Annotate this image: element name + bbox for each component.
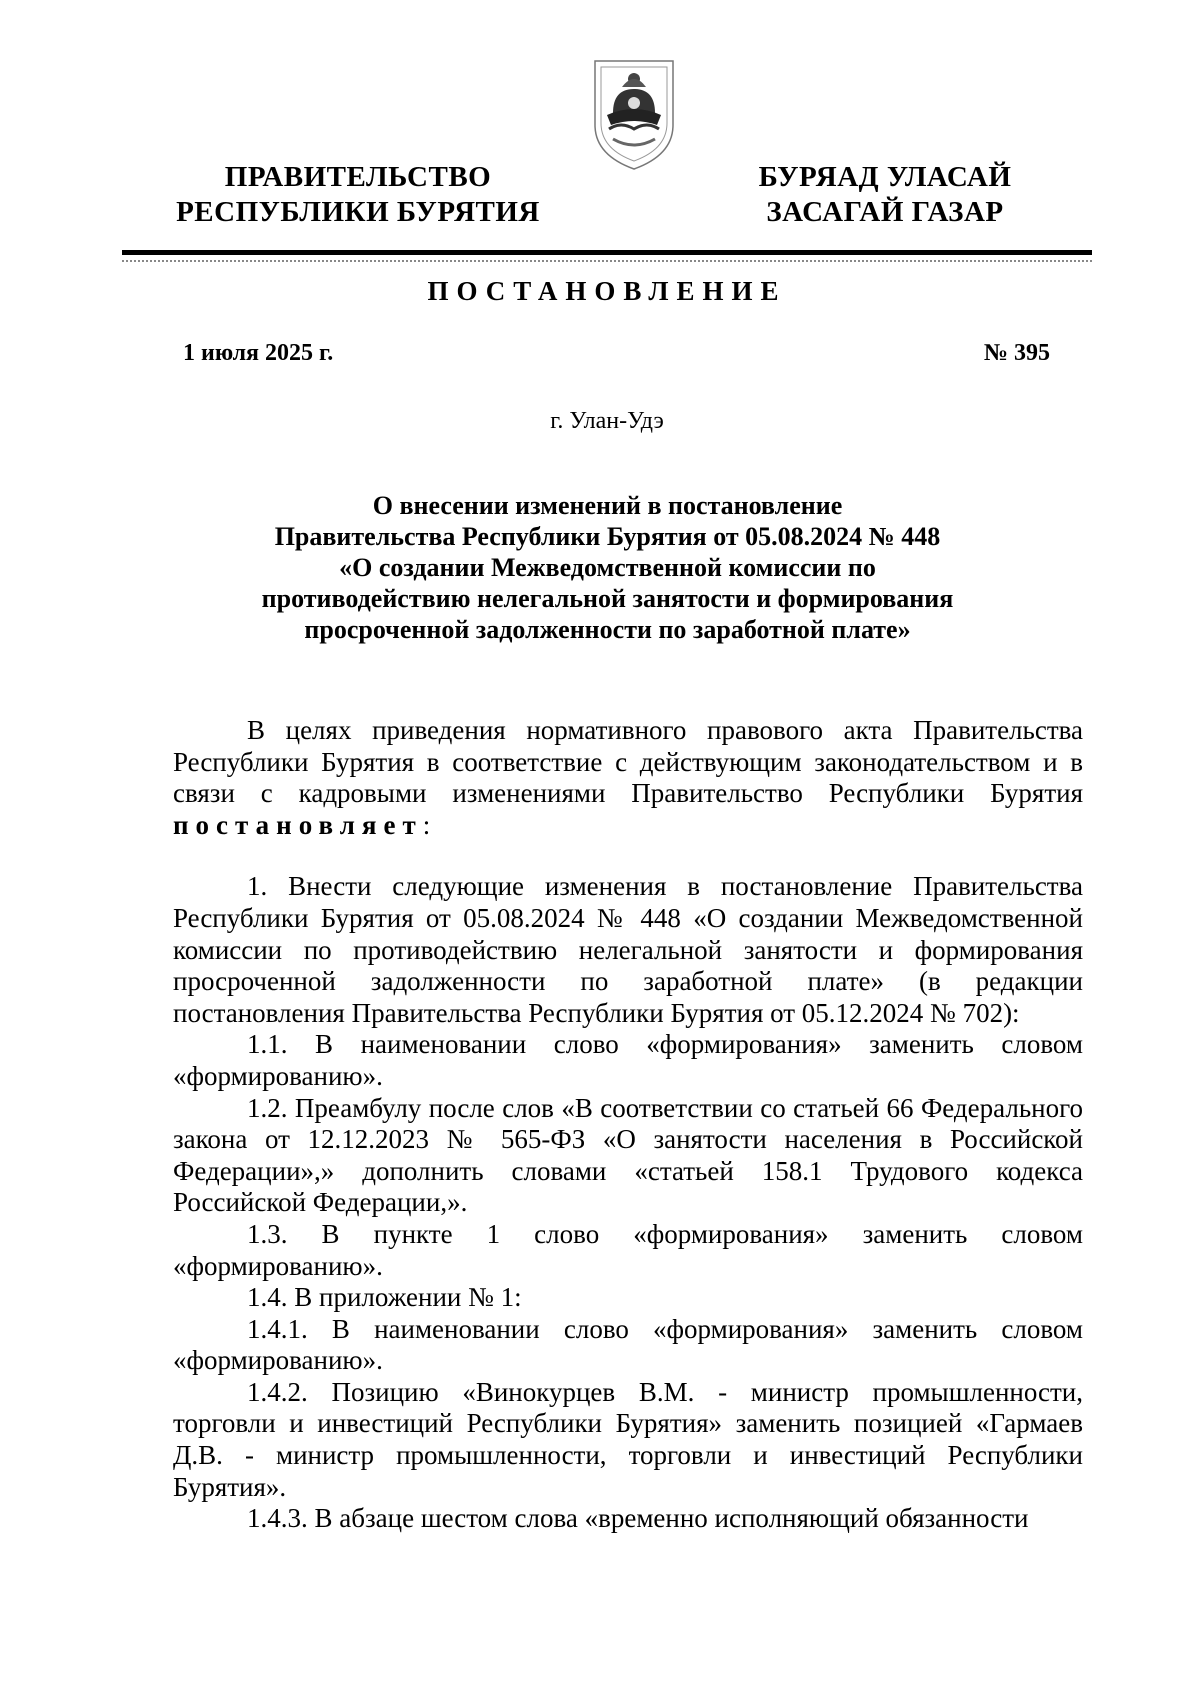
preamble-paragraph	[173, 715, 1083, 841]
header-left-line1: ПРАВИТЕЛЬСТВО	[224, 161, 492, 193]
paragraph-1-4: 1.4. В приложении № 1:	[247, 1282, 522, 1313]
paragraph-1-3: 1.3. В пункте 1 слово «формирования» заменить словом «формированию».	[173, 1218, 1083, 1281]
paragraph-1-1: 1.1. В наименовании слово «формирования» заменить словом «формированию».	[173, 1029, 1083, 1091]
preamble-keyword: постановляет	[173, 809, 423, 840]
document-number: № 395	[983, 340, 1050, 366]
paragraph-1-4-3: 1.4.3. В абзаце шестом слова «временно исполняющий обязанности	[247, 1503, 1029, 1534]
document-date: 1 июля 2025 г.	[183, 340, 334, 366]
coat-of-arms-icon	[591, 55, 677, 173]
header-left-line2: РЕСПУБЛИКИ БУРЯТИЯ	[176, 196, 540, 228]
document-city: г. Улан-Удэ	[550, 408, 664, 434]
paragraph-1-2: 1.2. Преамбулу после слов «В соответствии со статьей 66 Федерального закона от 12.12.2023 № 565-ФЗ «О занятости населения в Российской Федерации»,» дополнить словами «статьей 158.1 Трудового кодекса Российской Федерации,».	[173, 1092, 1083, 1218]
document-type: ПОСТАНОВЛЕНИЕ	[427, 276, 787, 306]
title-line: «О создании Межведомственной комиссии по	[339, 553, 876, 582]
title-line: Правительства Республики Бурятия от 05.08.2024 № 448	[274, 522, 941, 551]
title-line: О внесении изменений в постановление	[372, 491, 843, 520]
preamble-colon: :	[422, 809, 431, 840]
header-right-line2: ЗАСАГАЙ ГАЗАР	[766, 196, 1004, 228]
title-line: просроченной задолженности по заработной плате»	[304, 615, 911, 644]
header-right	[740, 160, 1030, 230]
paragraph-1: 1. Внести следующие изменения в постановление Правительства Республики Бурятия от 05.08.2024 № 448 «О создании Межведомственной комиссии по противодействию нелегальной занятости и формирования просроченной задолженности по заработной плате» (в редакции постановления Правительства Республики Бурятия от 05.12.2024 № 702):	[173, 871, 1083, 1028]
header-divider	[122, 250, 1092, 255]
header-right-line1: БУРЯАД УЛАСАЙ	[758, 161, 1012, 193]
paragraph-1-4-1: 1.4.1. В наименовании слово «формирования» заменить словом «формированию».	[173, 1313, 1083, 1376]
preamble-text: В целях приведения нормативного правового акта Правительства Республики Бурятия в соответствие с действующим законодательством и в связи с кадровыми изменениями Правительство Республики Бурятия	[173, 715, 1083, 809]
paragraph-1-4-2: 1.4.2. Позицию «Винокурцев В.М. - министр промышленности, торговли и инвестиций Республики Бурятия» заменить позицией «Гармаев Д.В. - министр промышленности, торговли и инвестиций Республики Бурятия».	[173, 1376, 1083, 1502]
header-divider-dotted	[122, 260, 1092, 262]
document-title	[180, 490, 1035, 645]
document-body	[173, 715, 1083, 1535]
header-left	[170, 160, 546, 230]
title-line: противодействию нелегальной занятости и формирования	[261, 584, 954, 613]
